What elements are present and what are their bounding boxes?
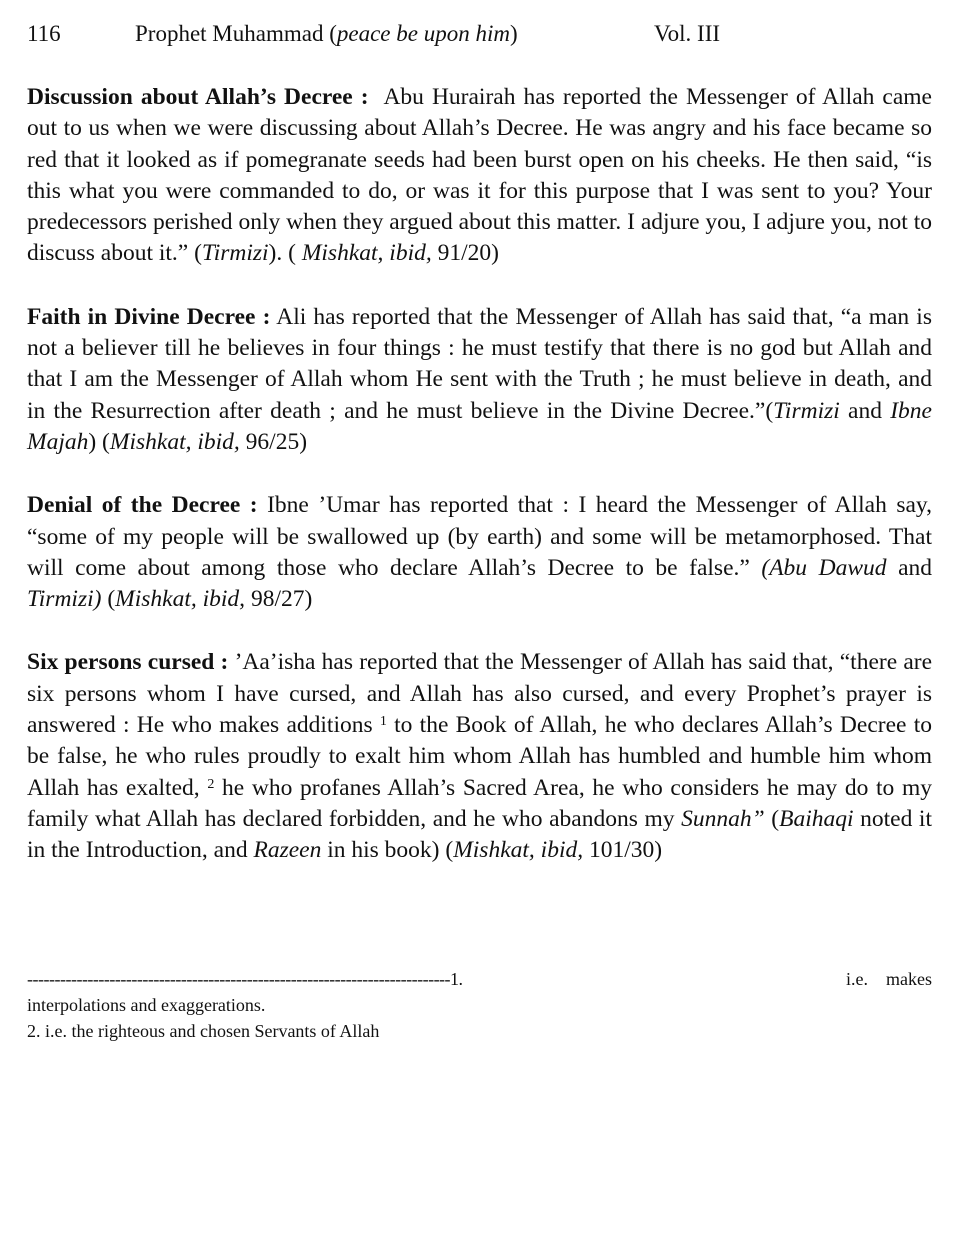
footnote-1-start: i.e. makes xyxy=(846,969,932,989)
footnote-1-rest: interpolations and exaggerations. xyxy=(27,995,266,1015)
source: Sunnah” xyxy=(681,805,765,832)
source-sep: ( xyxy=(764,805,780,832)
source: Baihaqi xyxy=(779,805,854,832)
section-text: Abu Hurairah has reported the Messenger of Allah came out to us when we were discussing about Allah’s Decree. He was angry and his face became so red that it looked as if pomegranate seeds had been burst open on his cheeks. He then said, “is this what you were commanded to do, or was it for this purpose that I was sent to you? Your predecessors perished only when they argued about this matter. I adjure you, I adjure you, not to discuss about it.” ( xyxy=(27,84,932,267)
source-sep: noted it in the Introduction, and xyxy=(27,805,932,864)
source: Ibne Majah xyxy=(27,397,932,455)
source: Tirmizi) xyxy=(27,586,102,613)
section-heading: Faith in Divine Decree : xyxy=(27,303,271,330)
reference: 91/20) xyxy=(431,240,499,267)
section-text: to the Book of Allah, he who declares Allah’s Decree to be false, he who rules proudly to exalt him whom Allah has humbled and humble him whom Allah has exalted, xyxy=(27,712,932,801)
section-heading: Discussion about Allah’s Decree : xyxy=(27,84,369,110)
title-close: ) xyxy=(509,21,518,46)
footnotes xyxy=(27,966,932,1044)
source-sep: and xyxy=(886,554,932,581)
source-sep: ). ( xyxy=(268,240,302,267)
section-text: Ali has reported that the Messenger of Allah has said that, “a man is not a believer till he believes in four things : he must testify that there is no god but Allah and that I am the Messenger of Allah whom He sent with the Truth ; he must believe in death, and in the Resurrection after death ; and he must believe in the Divine Decree.”( xyxy=(27,303,932,424)
page-body xyxy=(27,82,932,899)
source: Mishkat, ibid, xyxy=(115,586,246,613)
footnote-marker: 2 xyxy=(207,776,215,792)
source-sep: ) ( xyxy=(88,428,110,455)
source-sep: ( xyxy=(101,586,116,613)
section-text: ’Aa’isha has reported that the Messenger of Allah has said that, “there are six persons whom I have cursed, and Allah has also cursed, and every Prophet’s prayer is answered : He who makes additions xyxy=(27,649,933,739)
section-denial-decree xyxy=(27,490,932,615)
source: Tirmizi xyxy=(201,240,269,267)
source-sep: and xyxy=(839,397,891,424)
footnote-2: 2. i.e. the righteous and chosen Servants of Allah xyxy=(27,1021,380,1041)
section-discussion-decree xyxy=(27,82,932,270)
title-text: Prophet Muhammad ( xyxy=(135,21,337,46)
section-text: he who profanes Allah’s Sacred Area, he who considers he may do to my family what Allah has declared forbidden, and he who abandons my xyxy=(27,774,932,832)
source: (Abu Dawud xyxy=(761,554,887,581)
source: Mishkat, ibid, xyxy=(453,837,584,864)
footnote-marker: 1 xyxy=(379,714,387,730)
section-text: Ibne ’Umar has reported that : I heard the Messenger of Allah say, “some of my people will be swallowed up (by earth) and some will be metamorphosed. That will come about among those who declare Allah’s Decree to be false.” xyxy=(27,492,932,581)
section-heading: Six persons cursed : xyxy=(27,649,229,676)
section-six-persons xyxy=(27,647,932,866)
source-sep: in his book) ( xyxy=(321,837,454,864)
source: Razeen xyxy=(253,837,322,864)
source: Tirmizi xyxy=(773,397,840,424)
title-italic: peace be upon him xyxy=(336,21,510,46)
footnote-1-line xyxy=(27,966,932,992)
reference: 98/27) xyxy=(245,586,313,613)
volume-label: Vol. III xyxy=(654,21,721,46)
running-title xyxy=(135,18,518,50)
page-number: 116 xyxy=(27,21,61,46)
source: Mishkat, ibid, xyxy=(301,240,432,267)
source: Mishkat, ibid, xyxy=(109,428,240,455)
section-faith-decree xyxy=(27,302,932,458)
reference: 96/25) xyxy=(239,428,308,455)
reference: 101/30) xyxy=(583,837,663,864)
section-heading: Denial of the Decree : xyxy=(27,492,258,519)
footnote-separator: -----------------------------------------------------------------------------1. xyxy=(27,969,463,989)
